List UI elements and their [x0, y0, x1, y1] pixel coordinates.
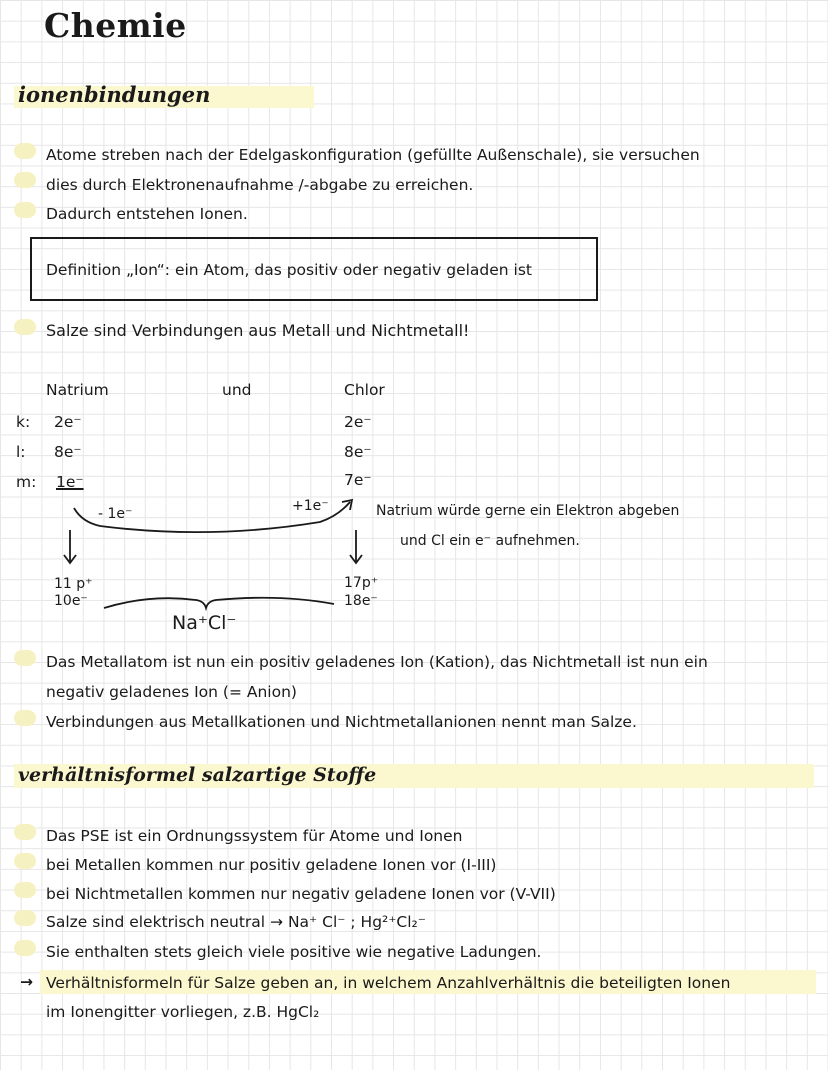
heading-verhaeltnisformel: verhältnisformel salzartige Stoffe — [18, 764, 377, 786]
page-title: Chemie — [44, 6, 187, 45]
pse-line-1: Das PSE ist ein Ordnungssystem für Atome und Ionen — [46, 827, 463, 845]
pse-line-2: bei Metallen kommen nur positiv geladene Ionen vor (I-III) — [46, 856, 497, 874]
transfer-arrow — [74, 502, 350, 532]
intro-line-1: Atome streben nach der Edelgaskonfiguration (gefüllte Außenschale), sie versuchen — [46, 146, 700, 164]
explain-line-3: Verbindungen aus Metallkationen und Nichtmetallanionen nennt man Salze. — [46, 713, 637, 731]
electron-gain-label: +1e⁻ — [292, 498, 329, 514]
salts-statement: Salze sind Verbindungen aus Metall und Nichtmetall! — [46, 321, 470, 340]
pse-line-7: im Ionengitter vorliegen, z.B. HgCl₂ — [46, 1003, 320, 1021]
definition-text: Definition „Ion“: ein Atom, das positiv oder negativ geladen ist — [46, 261, 533, 279]
pse-line-6: Verhältnisformeln für Salze geben an, in welchem Anzahlverhältnis die beteiligten Ionen — [46, 974, 731, 992]
natrium-k-shell: 2e⁻ — [54, 413, 82, 431]
transfer-note-2: und Cl ein e⁻ aufnehmen. — [400, 533, 580, 549]
chlor-k-shell: 2e⁻ — [344, 413, 372, 431]
ion-brace — [104, 598, 334, 608]
intro-line-2: dies durch Elektronenaufnahme /-abgabe zu erreichen. — [46, 176, 474, 194]
arrow-bullet: → — [20, 973, 33, 991]
label-natrium: Natrium — [46, 381, 109, 399]
label-und: und — [222, 381, 252, 399]
pse-line-4: Salze sind elektrisch neutral → Na⁺ Cl⁻ ; Hg²⁺Cl₂⁻ — [46, 913, 426, 931]
transfer-note-1: Natrium würde gerne ein Elektron abgeben — [376, 503, 680, 519]
chlor-electrons: 18e⁻ — [344, 593, 378, 609]
heading-ionenbindungen: ionenbindungen — [18, 82, 211, 107]
natrium-l-shell: 8e⁻ — [54, 443, 82, 461]
explain-line-1: Das Metallatom ist nun ein positiv geladenes Ion (Kation), das Nichtmetall ist nun ein — [46, 653, 708, 671]
chlor-m-shell: 7e⁻ — [344, 471, 372, 489]
shell-k-label: k: — [16, 413, 31, 431]
electron-loss-label: - 1e⁻ — [98, 506, 133, 522]
explain-line-2: negativ geladenes Ion (= Anion) — [46, 683, 297, 701]
natrium-m-shell: 1e⁻ — [56, 473, 84, 491]
shell-m-label: m: — [16, 473, 37, 491]
chlor-l-shell: 8e⁻ — [344, 443, 372, 461]
label-chlor: Chlor — [344, 381, 385, 399]
pse-line-5: Sie enthalten stets gleich viele positive wie negative Ladungen. — [46, 943, 542, 961]
salt-formula: Na⁺Cl⁻ — [172, 612, 237, 634]
shell-l-label: l: — [16, 443, 26, 461]
chlor-protons: 17p⁺ — [344, 575, 379, 591]
natrium-protons: 11 p⁺ — [54, 576, 93, 592]
pse-line-3: bei Nichtmetallen kommen nur negativ geladene Ionen vor (V-VII) — [46, 885, 556, 903]
natrium-electrons: 10e⁻ — [54, 593, 88, 609]
intro-line-3: Dadurch entstehen Ionen. — [46, 205, 248, 223]
